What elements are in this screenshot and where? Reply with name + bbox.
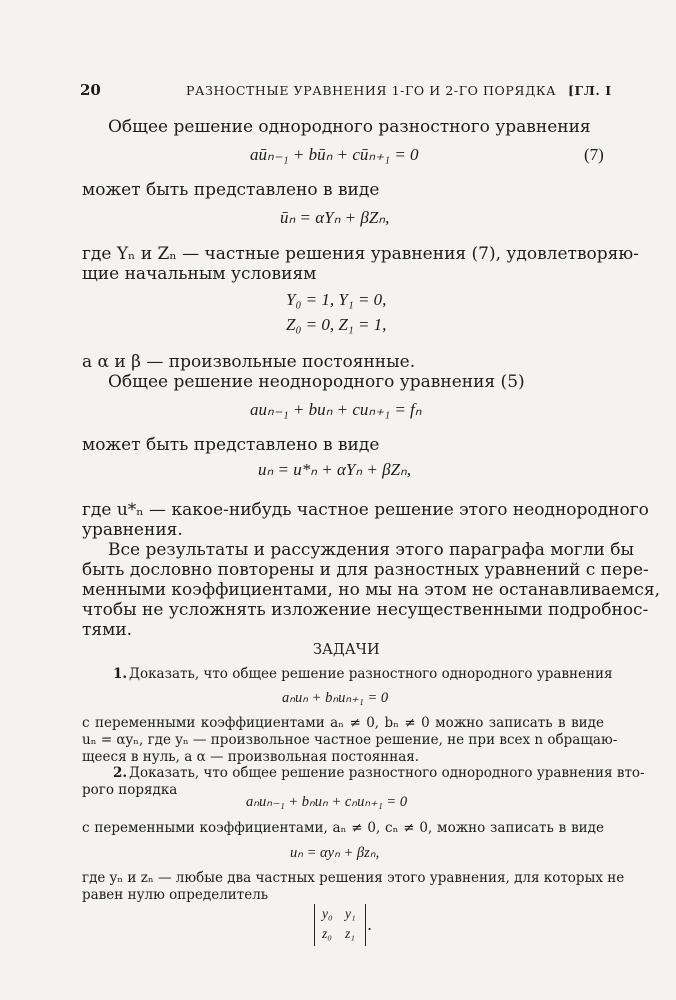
equation-inhomogeneous: uₙ = u*ₙ + αYₙ + βZₙ, [258,460,412,479]
problem-line: рого порядка [82,782,178,798]
section-heading: ЗАДАЧИ [313,642,380,658]
paragraph-line: щие начальным условиям [82,264,317,284]
paragraph-line: где u*ₙ — какое-нибудь частное решение этого неоднородного [82,500,649,520]
equation-general: ūₙ = αYₙ + βZₙ, [280,208,390,227]
chapter-label: [ГЛ. I [568,83,612,98]
equation-initial-y: Y₀ = 1, Y₁ = 0, [286,290,387,309]
problem-2-solution: uₙ = αyₙ + βzₙ, [290,845,380,861]
page-number: 20 [80,81,101,99]
equation-7: aūₙ₋₁ + būₙ + cūₙ₊₁ = 0 [250,145,419,164]
problem-number: 2. [113,765,128,781]
equation-5: auₙ₋₁ + buₙ + cuₙ₊₁ = fₙ [250,400,422,419]
problem-line: с переменными коэффициентами, aₙ ≠ 0, cₙ ≠ 0, можно записать в виде [82,820,604,836]
paragraph-line: уравнения. [82,520,183,540]
problem-number: 1. [113,666,128,682]
determinant-period: . [367,915,373,934]
paragraph-line: где Yₙ и Zₙ — частные решения уравнения (7), удовлетворяю- [82,244,639,264]
paragraph-line: может быть представлено в виде [82,180,380,200]
problem-line: Доказать, что общее решение разностного однородного уравнения вто- [129,765,645,781]
paragraph-line: чтобы не усложнять изложение несущественными подробнос- [82,600,649,620]
equation-label: (7) [584,145,604,164]
paragraph-line: Общее решение неоднородного уравнения (5) [108,372,525,392]
problem-line: с переменными коэффициентами aₙ ≠ 0, bₙ ≠ 0 можно записать в виде [82,715,604,731]
paragraph-line: а α и β — произвольные постоянные. [82,352,416,372]
paragraph-line: тями. [82,620,133,640]
paragraph-line: Все результаты и рассуждения этого параграфа могли бы [108,540,635,560]
determinant-entry: z₀ [322,926,332,941]
problem-line: равен нулю определитель [82,887,269,903]
determinant-entry: y₀ [322,906,333,921]
problem-line: щееся в нуль, а α — произвольная постоянная. [82,749,420,765]
paragraph-line: Общее решение однородного разностного уравнения [108,117,591,137]
paragraph-line: менными коэффициентами, но мы на этом не останавливаемся, [82,580,660,600]
paragraph-line: быть дословно повторены и для разностных уравнений с пере- [82,560,649,580]
equation-initial-z: Z₀ = 0, Z₁ = 1, [286,315,387,334]
running-title: РАЗНОСТНЫЕ УРАВНЕНИЯ 1-ГО И 2-ГО ПОРЯДКА [186,83,557,98]
determinant [314,904,366,946]
problem-line: Доказать, что общее решение разностного однородного уравнения [129,666,613,682]
problem-2-equation: aₙuₙ₋₁ + bₙuₙ + cₙuₙ₊₁ = 0 [246,794,408,810]
determinant-entry: z₁ [345,926,355,941]
paragraph-line: может быть представлено в виде [82,435,380,455]
problem-1-equation: aₙuₙ + bₙuₙ₊₁ = 0 [282,690,389,706]
problem-line: uₙ = αyₙ, где yₙ — произвольное частное решение, не при всех n обращаю- [82,732,618,748]
problem-line: где yₙ и zₙ — любые два частных решения этого уравнения, для которых не [82,870,625,886]
determinant-entry: y₁ [345,906,356,921]
